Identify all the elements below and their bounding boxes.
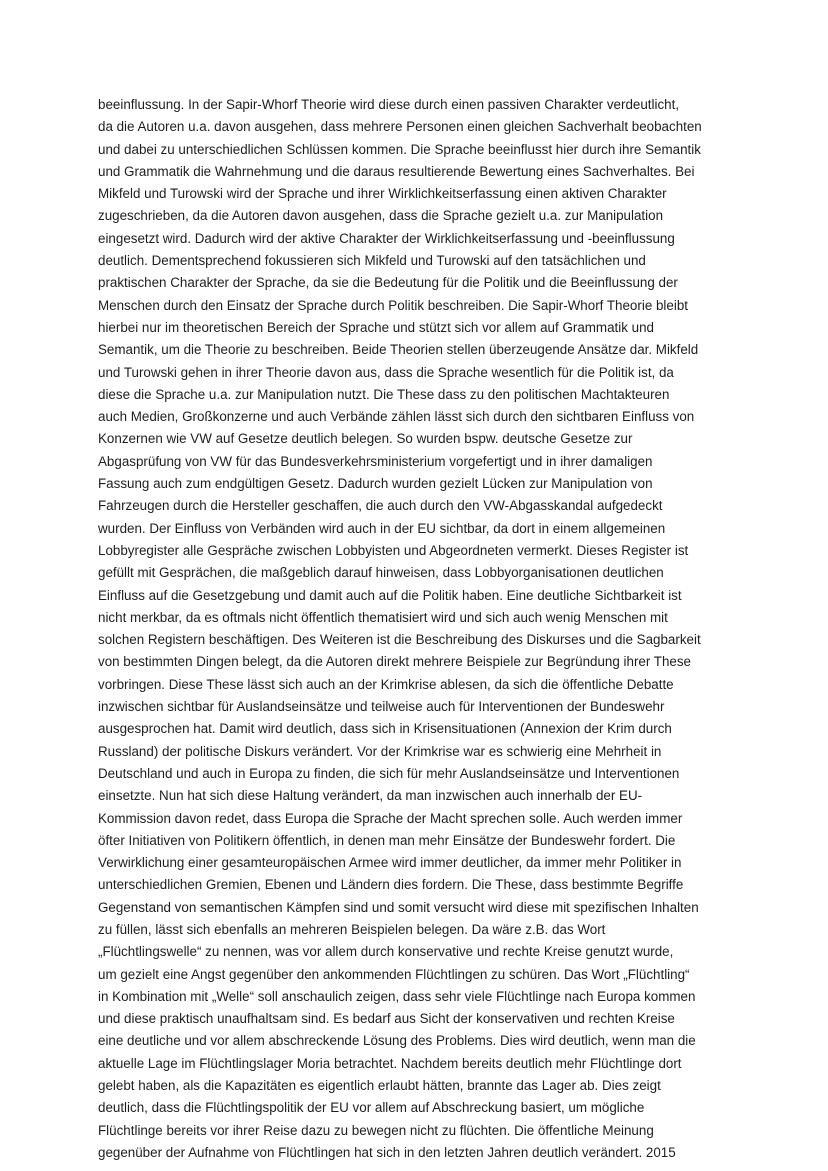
text-line: Flüchtlinge bereits vor ihrer Reise dazu zu bewegen nicht zu flüchten. Die öffentliche Meinung	[98, 1122, 654, 1138]
text-line: Menschen durch den Einsatz der Sprache durch Politik beschreiben. Die Sapir-Whorf Theorie bleibt	[98, 297, 688, 313]
text-line: Gegenstand von semantischen Kämpfen sind und somit versucht wird diese mit spezifischen Inhalten	[98, 899, 699, 915]
text-line: Fassung auch zum endgültigen Gesetz. Dadurch wurden gezielt Lücken zur Manipulation von	[98, 476, 653, 492]
text-line: und Grammatik die Wahrnehmung und die daraus resultierende Bewertung eines Sachverhaltes. Bei	[98, 163, 695, 179]
text-line: vorbringen. Diese These lässt sich auch an der Krimkrise ablesen, da sich die öffentliche Debatte	[98, 676, 674, 692]
text-line: Verwirklichung einer gesamteuropäischen Armee wird immer deutlicher, da immer mehr Politiker in	[98, 855, 682, 871]
text-line: Abgasprüfung von VW für das Bundesverkehrsministerium vorgefertigt und in ihrer damaligen	[98, 453, 653, 469]
text-line: ausgesprochen hat. Damit wird deutlich, dass sich in Krisensituationen (Annexion der Krim durch	[98, 721, 672, 737]
text-line: in Kombination mit „Welle“ soll anschaulich zeigen, dass sehr viele Flüchtlinge nach Europa kommen	[98, 988, 696, 1004]
text-line: Mikfeld und Turowski wird der Sprache und ihrer Wirklichkeitserfassung einen aktiven Charakter	[98, 186, 667, 202]
text-line: und Turowski gehen in ihrer Theorie davon aus, dass die Sprache wesentlich für die Politik ist, da	[98, 364, 674, 380]
text-line: um gezielt eine Angst gegenüber den ankommenden Flüchtlingen zu schüren. Das Wort „Flüchtling“	[98, 966, 690, 982]
text-line: praktischen Charakter der Sprache, da sie die Bedeutung für die Politik und die Beeinflussung der	[98, 275, 678, 291]
text-line: aktuelle Lage im Flüchtlingslager Moria betrachtet. Nachdem bereits deutlich mehr Flüchtlinge dort	[98, 1055, 682, 1071]
text-line: Deutschland und auch in Europa zu finden, die sich für mehr Auslandseinsätze und Interventionen	[98, 765, 680, 781]
text-line: zugeschrieben, da die Autoren davon ausgehen, dass die Sprache gezielt u.a. zur Manipulation	[98, 208, 664, 224]
text-line: gegenüber der Aufnahme von Flüchtlingen hat sich in den letzten Jahren deutlich verändert. 2015	[98, 1144, 676, 1160]
text-line: deutlich. Dementsprechend fokussieren sich Mikfeld und Turowski auf den tatsächlichen und	[98, 253, 646, 269]
text-line: Kommission davon redet, dass Europa die Sprache der Macht sprechen solle. Auch werden immer	[98, 810, 683, 826]
text-line: hierbei nur im theoretischen Bereich der Sprache und stützt sich vor allem auf Grammatik und	[98, 319, 654, 335]
text-line: deutlich, dass die Flüchtlingspolitik der EU vor allem auf Abschreckung basiert, um mögliche	[98, 1100, 645, 1116]
text-line: Einfluss auf die Gesetzgebung und damit auch auf die Politik haben. Eine deutliche Sichtbarkeit ist	[98, 587, 682, 603]
text-line: einsetzte. Nun hat sich diese Haltung verändert, da man inzwischen auch innerhalb der EU-	[98, 788, 643, 804]
text-line: nicht merkbar, da es oftmals nicht öffentlich thematisiert wird und sich auch wenig Menschen mit	[98, 609, 668, 625]
text-line: und diese praktisch unaufhaltsam sind. Es bedarf aus Sicht der konservativen und rechten Kreise	[98, 1011, 675, 1027]
text-line: Fahrzeugen durch die Hersteller geschaffen, die auch durch den VW-Abgasskandal aufgedeckt	[98, 498, 663, 514]
text-line: solchen Registern beschäftigen. Des Weiteren ist die Beschreibung des Diskurses und die Sagbarkeit	[98, 632, 701, 648]
text-line: Konzernen wie VW auf Gesetze deutlich belegen. So wurden bspw. deutsche Gesetze zur	[98, 431, 633, 447]
text-line: und dabei zu unterschiedlichen Schlüssen kommen. Die Sprache beeinflusst hier durch ihre Semantik	[98, 141, 701, 157]
text-line: Russland) der politische Diskurs verändert. Vor der Krimkrise war es schwierig eine Mehrheit in	[98, 743, 662, 759]
text-line: gelebt haben, als die Kapazitäten es eigentlich erlaubt hätten, brannte das Lager ab. Dies zeigt	[98, 1078, 661, 1094]
text-line: gefüllt mit Gesprächen, die maßgeblich darauf hinweisen, dass Lobbyorganisationen deutlichen	[98, 565, 664, 581]
text-line: „Flüchtlingswelle“ zu nennen, was vor allem durch konservative und rechte Kreise genutzt wurde,	[98, 944, 674, 960]
text-line: da die Autoren u.a. davon ausgehen, dass mehrere Personen einen gleichen Sachverhalt beobachten	[98, 119, 702, 135]
text-line: eine deutliche und vor allem abschreckende Lösung des Problems. Dies wird deutlich, wenn man die	[98, 1033, 696, 1049]
text-line: öfter Initiativen von Politikern öffentlich, in denen man mehr Einsätze der Bundeswehr fordert. Die	[98, 832, 676, 848]
text-line: von bestimmten Dingen belegt, da die Autoren direkt mehrere Beispiele zur Begründung ihrer These	[98, 654, 692, 670]
body-text	[98, 94, 730, 1164]
text-line: auch Medien, Großkonzerne und auch Verbände zählen lässt sich durch den sichtbaren Einfluss von	[98, 409, 695, 425]
text-line: diese die Sprache u.a. zur Manipulation nutzt. Die These dass zu den politischen Machtakteuren	[98, 386, 670, 402]
text-line: eingesetzt wird. Dadurch wird der aktive Charakter der Wirklichkeitserfassung und -beeinflussung	[98, 230, 675, 246]
text-line: beeinflussung. In der Sapir-Whorf Theorie wird diese durch einen passiven Charakter verdeutlicht,	[98, 97, 680, 112]
text-line: Semantik, um die Theorie zu beschreiben. Beide Theorien stellen überzeugende Ansätze dar. Mikfeld	[98, 342, 699, 358]
text-line: wurden. Der Einfluss von Verbänden wird auch in der EU sichtbar, da dort in einem allgemeinen	[98, 520, 666, 536]
text-line: unterschiedlichen Gremien, Ebenen und Ländern dies fordern. Die These, dass bestimmte Begriffe	[98, 877, 684, 893]
text-line: Lobbyregister alle Gespräche zwischen Lobbyisten und Abgeordneten vermerkt. Dieses Register ist	[98, 542, 689, 558]
text-line: inzwischen sichtbar für Auslandseinsätze und teilweise auch für Interventionen der Bundeswehr	[98, 699, 665, 715]
text-line: zu füllen, lässt sich ebenfalls an mehreren Beispielen belegen. Da wäre z.B. das Wort	[98, 921, 606, 937]
